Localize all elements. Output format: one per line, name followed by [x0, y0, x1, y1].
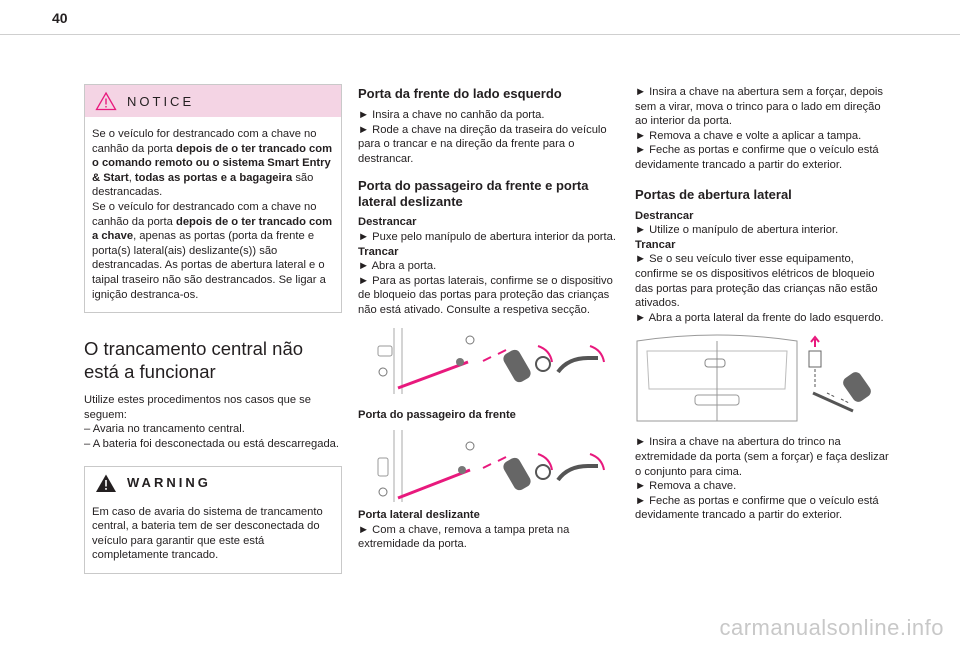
instruction: ► Insira a chave na abertura sem a forçar, depois sem a virar, mova o trinco para o lado em direção ao interior da porta.	[635, 86, 884, 128]
sliding-door-illustration	[358, 428, 616, 504]
instruction: ► Abra a porta.	[358, 260, 437, 273]
heading-front-left-door: Porta da frente do lado esquerdo	[358, 86, 562, 101]
front-passenger-door-illustration	[358, 326, 616, 396]
instruction: ► Insira a chave no canhão da porta.	[358, 109, 545, 121]
instruction: ► Com a chave, remova a tampa preta na extremidade da porta.	[358, 523, 570, 551]
caution-triangle-icon	[95, 91, 117, 111]
instruction: ► Para as portas laterais, confirme se o dispositivo de bloqueio das portas para proteção das crianças não está ativado. Consulte a respetiva secção.	[358, 274, 613, 316]
instruction: ► Insira a chave na abertura do trinco na extremidade da porta (sem a forçar) e faça deslizar o conjunto para cima.	[635, 436, 889, 478]
page-number: 40	[52, 10, 68, 26]
column-right	[635, 85, 893, 523]
warning-text: Em caso de avaria do sistema de trancamento central, a bateria tem de ser desconectada do veículo para garantir que este está completamente trancado.	[92, 505, 323, 562]
warning-box	[84, 466, 342, 574]
section-heading: O trancamento central não está a funcionar	[84, 338, 304, 383]
watermark: carmanualsonline.info	[719, 615, 944, 640]
instruction: ► Puxe pelo manípulo de abertura interior da porta.	[358, 230, 616, 243]
caption-sliding-door: Porta lateral deslizante	[358, 509, 480, 522]
label-lock: Trancar	[358, 245, 399, 258]
column-left	[84, 74, 342, 574]
warning-triangle-icon	[95, 473, 117, 493]
heading-passenger-door: Porta do passageiro da frente e porta lateral deslizante	[358, 178, 589, 210]
label-lock: Trancar	[635, 238, 676, 251]
notice-box	[84, 84, 342, 313]
instruction: ► Utilize o manípulo de abertura interior.	[635, 224, 839, 237]
header-divider	[0, 34, 960, 35]
label-unlock: Destrancar	[358, 216, 417, 229]
label-unlock: Destrancar	[635, 209, 694, 222]
warning-title: WARNING	[127, 475, 211, 490]
caption-front-passenger: Porta do passageiro da frente	[358, 408, 516, 421]
instruction: ► Feche as portas e confirme que o veículo está devidamente trancado a partir do exterior.	[635, 144, 879, 171]
column-middle	[358, 86, 616, 552]
instruction: ► Abra a porta lateral da frente do lado esquerdo.	[635, 311, 884, 324]
intro-text: Utilize estes procedimentos nos casos que se seguem:	[84, 394, 311, 421]
instruction: ► Remova a chave e volte a aplicar a tampa.	[635, 129, 862, 142]
instruction: ► Rode a chave na direção da traseira do veículo para o trancar e na direção da frente para o destrancar.	[358, 123, 607, 165]
instruction: ► Se o seu veículo tiver esse equipamento, confirme se os dispositivos elétricos de bloqueio das portas para proteção das crianças não estão ativados.	[635, 253, 878, 310]
list-item: – Avaria no trancamento central.	[84, 423, 245, 436]
list-item: – A bateria foi desconectada ou está descarregada.	[84, 437, 340, 450]
side-door-illustration	[635, 333, 893, 423]
notice-title: NOTICE	[127, 93, 195, 109]
instruction: ► Feche as portas e confirme que o veículo está devidamente trancado a partir do exterior.	[635, 494, 879, 522]
heading-side-doors: Portas de abertura lateral	[635, 186, 792, 202]
notice-paragraph-2: Se o veículo for destrancado com a chave no canhão da porta depois de o ter trancado com a chave, apenas as portas (porta da frente e porta(s) lateral(ais) deslizante(s)) são destrancadas. As portas de abertura lateral e o taipal traseiro não são destrancados. Se ligar a ignição destranca-os.	[92, 200, 333, 301]
instruction: ► Remova a chave.	[635, 480, 737, 493]
notice-paragraph-1: Se o veículo for destrancado com a chave no canhão da porta depois de o ter trancado com o comando remoto ou o sistema Smart Entry & Start, todas as portas e a bagageira são destrancadas.	[92, 128, 333, 199]
